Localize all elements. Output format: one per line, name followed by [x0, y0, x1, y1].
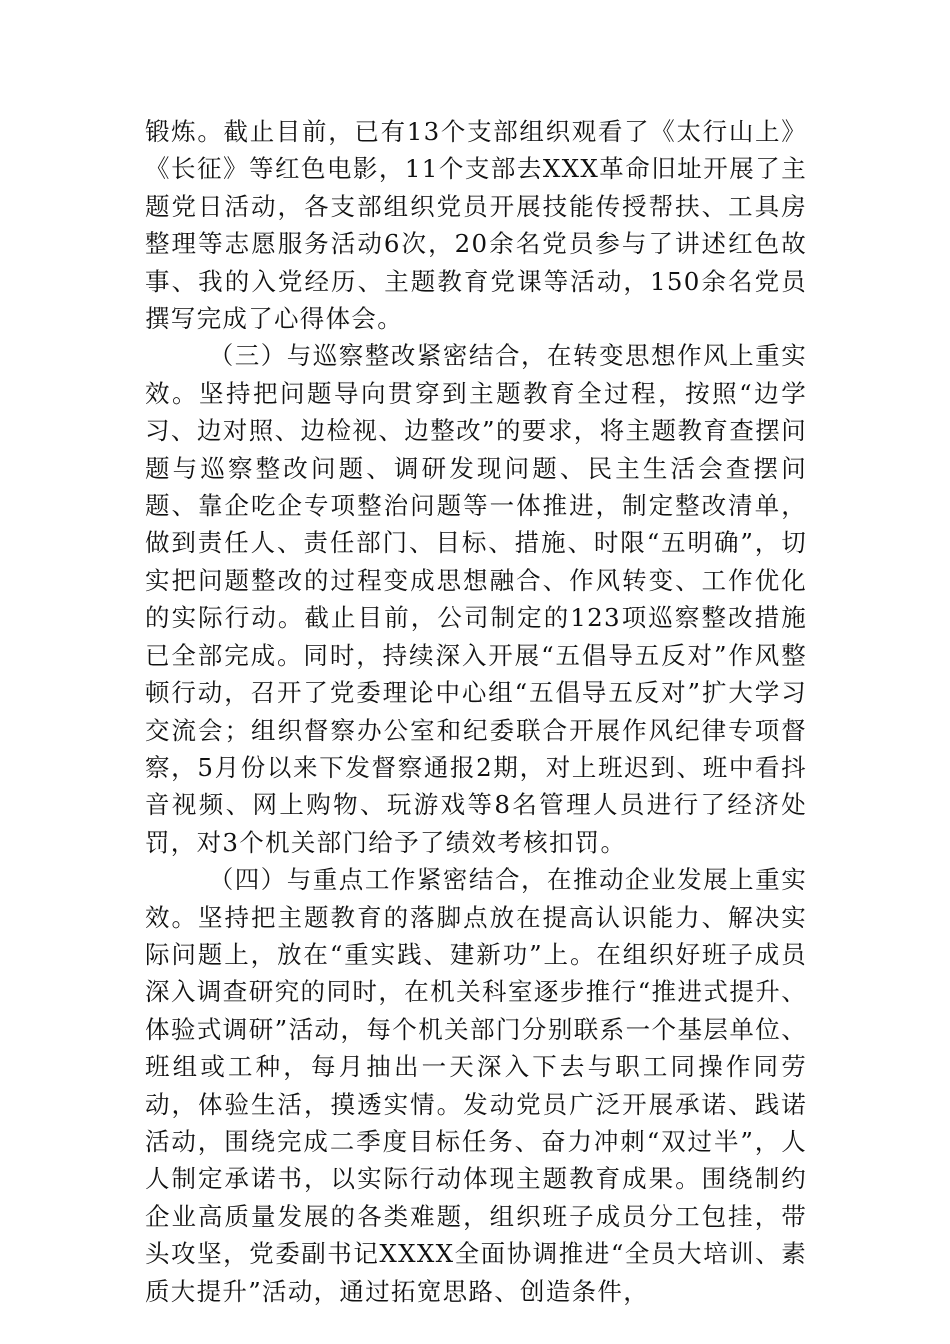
document-body	[145, 113, 807, 1310]
paragraph-section-four: （四）与重点工作紧密结合，在推动企业发展上重实效。坚持把主题教育的落脚点放在提高认识能力、解决实际问题上，放在“重实践、建新功”上。在组织好班子成员深入调查研究的同时，在机关科室逐步推行“推进式提升、体验式调研”活动，每个机关部门分别联系一个基层单位、班组或工种，每月抽出一天深入下去与职工同操作同劳动，体验生活，摸透实情。发动党员广泛开展承诺、践诺活动，围绕完成二季度目标任务、奋力冲刺“双过半”，人人制定承诺书，以实际行动体现主题教育成果。围绕制约企业高质量发展的各类难题，组织班子成员分工包挂，带头攻坚，党委副书记XXXX全面协调推进“全员大培训、素质大提升”活动，通过拓宽思路、创造条件，	[145, 865, 807, 1306]
paragraph-continuation: 锻炼。截止目前，已有13个支部组织观看了《太行山上》《长征》等红色电影，11个支部去XXX革命旧址开展了主题党日活动，各支部组织党员开展技能传授帮扶、工具房整理等志愿服务活动6次，20余名党员参与了讲述红色故事、我的入党经历、主题教育党课等活动，150余名党员撰写完成了心得体会。	[145, 117, 807, 334]
paragraph-section-three: （三）与巡察整改紧密结合，在转变思想作风上重实效。坚持把问题导向贯穿到主题教育全过程，按照“边学习、边对照、边检视、边整改”的要求，将主题教育查摆问题与巡察整改问题、调研发现问题、民主生活会查摆问题、靠企吃企专项整治问题等一体推进，制定整改清单，做到责任人、责任部门、目标、措施、时限“五明确”，切实把问题整改的过程变成思想融合、作风转变、工作优化的实际行动。截止目前，公司制定的123项巡察整改措施已全部完成。同时，持续深入开展“五倡导五反对”作风整顿行动，召开了党委理论中心组“五倡导五反对”扩大学习交流会；组织督察办公室和纪委联合开展作风纪律专项督察，5月份以来下发督察通报2期，对上班迟到、班中看抖音视频、网上购物、玩游戏等8名管理人员进行了经济处罚，对3个机关部门给予了绩效考核扣罚。	[145, 341, 807, 857]
